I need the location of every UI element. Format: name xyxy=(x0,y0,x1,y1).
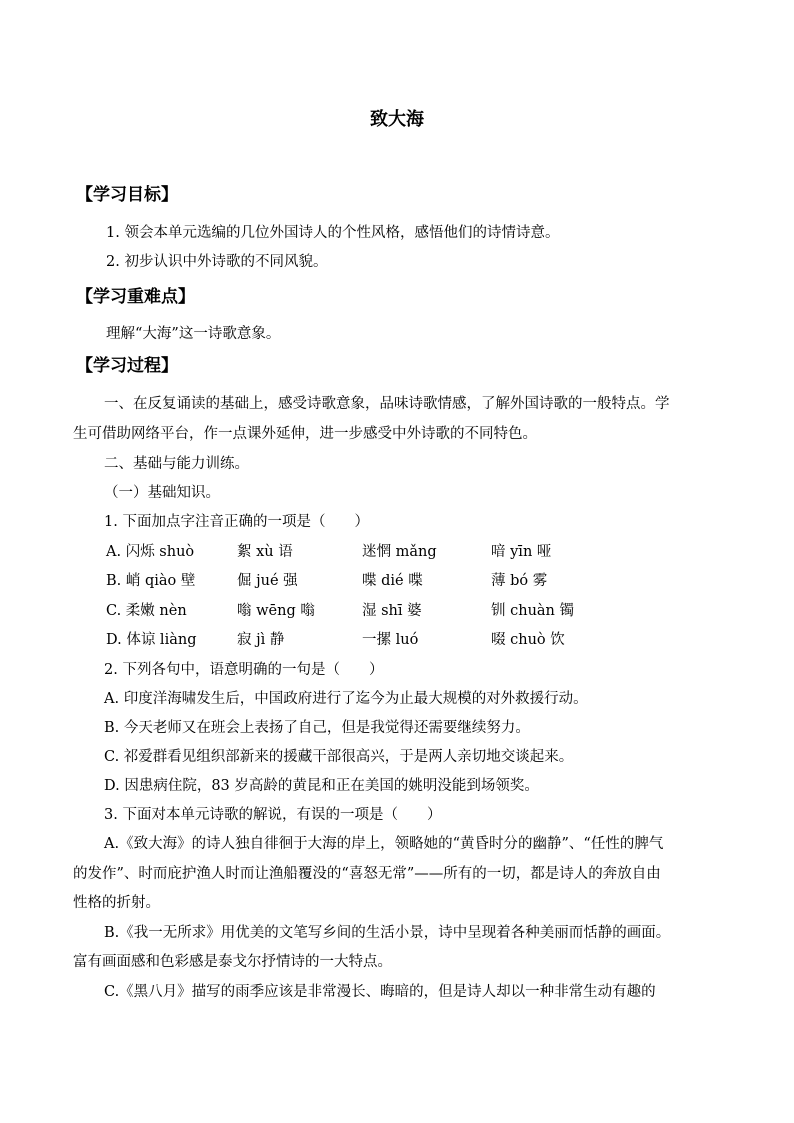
paragraph-2: 二、基础与能力训练。 xyxy=(104,456,249,472)
question-3-option-b-line-2: 富有画面感和色彩感是泰戈尔抒情诗的一大特点。 xyxy=(73,954,392,970)
question-1: 1. 下面加点字注音正确的一项是（ ） xyxy=(104,514,369,530)
option-cell: 喑 yīn 哑 xyxy=(491,544,552,560)
key-points-text: 理解“大海”这一诗歌意象。 xyxy=(106,326,281,342)
page-title: 致大海 xyxy=(370,109,424,130)
goal-item-2: 2. 初步认识中外诗歌的不同风貌。 xyxy=(106,254,328,270)
option-cell: 喋 dié 喋 xyxy=(362,573,423,589)
option-cell: 湿 shī 婆 xyxy=(362,603,422,619)
paragraph-1-line-2: 生可借助网络平台，作一点课外延伸，进一步感受中外诗歌的不同特色。 xyxy=(73,426,537,442)
question-3-option-a-line-2: 的发作”、时而庇护渔人时而让渔船覆没的“喜怒无常”——所有的一切，都是诗人的奔放自由 xyxy=(73,866,661,882)
question-2: 2. 下列各句中，语意明确的一句是（ ） xyxy=(104,662,384,678)
paragraph-1-line-1: 一、在反复诵读的基础上，感受诗歌意象，品味诗歌情感，了解外国诗歌的一般特点。学 xyxy=(104,396,670,412)
heading-key-points: 【学习重难点】 xyxy=(76,287,195,307)
option-cell: 倔 jué 强 xyxy=(237,573,298,589)
question-2-option-b: B. 今天老师又在班会上表扬了自己，但是我觉得还需要继续努力。 xyxy=(104,720,530,736)
option-cell: 啜 chuò 饮 xyxy=(491,632,565,648)
heading-learning-process: 【学习过程】 xyxy=(76,356,178,376)
heading-learning-goals: 【学习目标】 xyxy=(76,185,178,205)
option-cell: 一摞 luó xyxy=(362,632,419,648)
question-3-option-b-line-1: B.《我一无所求》用优美的文笔写乡间的生活小景，诗中呈现着各种美丽而恬静的画面。 xyxy=(104,925,671,941)
question-3: 3. 下面对本单元诗歌的解说，有误的一项是（ ） xyxy=(104,807,442,823)
option-cell: 絮 xù 语 xyxy=(237,544,293,560)
question-3-option-c-line-1: C.《黑八月》描写的雨季应该是非常漫长、晦暗的，但是诗人却以一种非常生动有趣的 xyxy=(104,984,656,1000)
option-cell: 钏 chuàn 镯 xyxy=(491,603,574,619)
option-cell: 薄 bó 雾 xyxy=(491,573,548,589)
option-cell: 迷惘 mǎng xyxy=(362,544,437,560)
option-cell: B. 峭 qiào 壁 xyxy=(106,573,196,589)
goal-item-1: 1. 领会本单元选编的几位外国诗人的个性风格，感悟他们的诗情诗意。 xyxy=(106,225,560,241)
question-2-option-a: A. 印度洋海啸发生后，中国政府进行了迄今为止最大规模的对外救援行动。 xyxy=(104,691,588,707)
option-cell: D. 体谅 liàng xyxy=(106,632,197,648)
option-cell: 寂 jì 静 xyxy=(237,632,285,648)
question-3-option-a-line-3: 性格的折射。 xyxy=(73,895,160,911)
question-2-option-d: D. 因患病住院，83 岁高龄的黄昆和正在美国的姚明没能到场领奖。 xyxy=(104,778,539,794)
option-cell: 嗡 wēng 嗡 xyxy=(237,603,315,619)
question-2-option-c: C. 祁爱群看见组织部新来的援藏干部很高兴，于是两人亲切地交谈起来。 xyxy=(104,749,574,765)
option-cell: A. 闪烁 shuò xyxy=(106,544,195,560)
paragraph-3: （一）基础知识。 xyxy=(104,485,220,501)
option-cell: C. 柔嫩 nèn xyxy=(106,603,187,619)
question-3-option-a-line-1: A.《致大海》的诗人独自徘徊于大海的岸上，领略她的“黄昏时分的幽静”、“任性的脾气 xyxy=(104,836,664,852)
